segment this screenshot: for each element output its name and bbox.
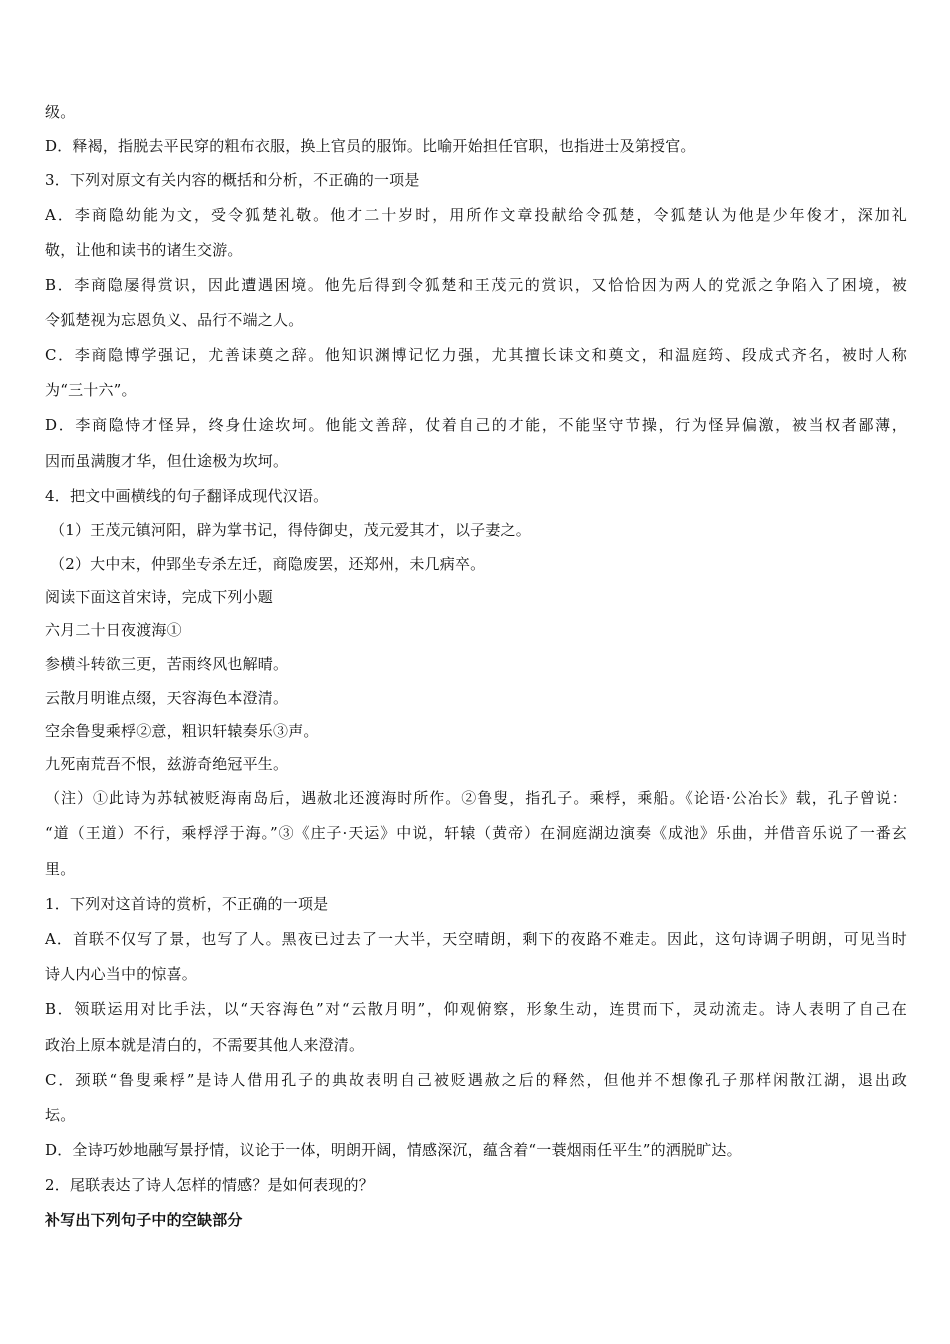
poem-notes-line2: “道（王道）不行，乘桴浮于海。”③《庄子·天运》中说，轩辕（黄帝）在洞庭湖边演奏《成池》乐曲，并借音乐说了一番玄 xyxy=(45,824,907,842)
option-d-shihe: D．释褐，指脱去平民穿的粗布衣服，换上官员的服饰。比喻开始担任官职，也指进士及第授官。 xyxy=(45,137,696,155)
sub-option-c-line2: 坛。 xyxy=(45,1106,76,1124)
question-4: 4．把文中画横线的句子翻译成现代汉语。 xyxy=(45,487,329,505)
sub-option-a-line1: A．首联不仅写了景，也写了人。黑夜已过去了一大半，天空晴朗，剩下的夜路不难走。因此，这句诗调子明朗，可见当时 xyxy=(45,930,907,948)
option-a-line2: 敬，让他和读书的诸生交游。 xyxy=(45,241,243,259)
sub-option-b-line2: 政治上原本就是清白的，不需要其他人来澄清。 xyxy=(45,1036,365,1054)
section-heading: 补写出下列句子中的空缺部分 xyxy=(45,1211,243,1229)
option-c-line1: C．李商隐博学强记，尤善诔奠之辞。他知识渊博记忆力强，尤其擅长诔文和奠文，和温庭筠、段成式齐名，被时人称 xyxy=(45,346,907,364)
poem-notes-line3: 里。 xyxy=(45,860,76,878)
option-a-line1: A．李商隐幼能为文，受令狐楚礼敬。他才二十岁时，用所作文章投献给令孤楚，令狐楚认为他是少年俊才，深加礼 xyxy=(45,206,907,224)
poem-instruction: 阅读下面这首宋诗，完成下列小题 xyxy=(45,588,274,606)
sub-option-b-line1: B．领联运用对比手法，以“天容海色”对“云散月明”，仰观俯察，形象生动，连贯而下，灵动流走。诗人表明了自己在 xyxy=(45,1000,907,1018)
translate-item-1: （1）王茂元镇河阳，辟为掌书记，得侍御史，茂元爱其才，以子妻之。 xyxy=(50,521,531,539)
poem-notes-line1: （注）①此诗为苏轼被贬海南岛后，遇赦北还渡海时所作。②鲁叟，指孔子。乘桴，乘船。《论语·公冶长》载，孔子曾说： xyxy=(45,789,907,807)
translate-item-2: （2）大中末，仲郢坐专杀左迁，商隐废罢，还郑州，未几病卒。 xyxy=(50,555,486,573)
option-d-line2: 因而虽满腹才华，但仕途极为坎坷。 xyxy=(45,452,289,470)
sub-question-2: 2．尾联表达了诗人怎样的情感？是如何表现的？ xyxy=(45,1176,374,1194)
poem-line-4: 九死南荒吾不恨，兹游奇绝冠平生。 xyxy=(45,755,289,773)
poem-line-3: 空余鲁叟乘桴②意，粗识轩辕奏乐③声。 xyxy=(45,722,319,740)
text-line: 级。 xyxy=(45,103,76,121)
sub-question-1: 1．下列对这首诗的赏析，不正确的一项是 xyxy=(45,895,329,913)
poem-line-2: 云散月明谁点缀，天容海色本澄清。 xyxy=(45,689,289,707)
option-b-line1: B．李商隐屡得赏识，因此遭遇困境。他先后得到令狐楚和王茂元的赏识，又恰恰因为两人的党派之争陷入了困境，被 xyxy=(45,276,907,294)
option-b-line2: 令狐楚视为忘恩负义、品行不端之人。 xyxy=(45,311,304,329)
option-c-line2: 为“三十六”。 xyxy=(45,381,137,399)
sub-option-a-line2: 诗人内心当中的惊喜。 xyxy=(45,965,198,983)
sub-option-d: D．全诗巧妙地融写景抒情，议论于一体，明朗开阔，情感深沉，蕴含着“一蓑烟雨任平生”的洒脱旷达。 xyxy=(45,1141,742,1159)
question-3: 3．下列对原文有关内容的概括和分析，不正确的一项是 xyxy=(45,171,420,189)
sub-option-c-line1: C．颈联“鲁叟乘桴”是诗人借用孔子的典故表明自己被贬遇赦之后的释然，但他并不想像孔子那样闲散江湖，退出政 xyxy=(45,1071,907,1089)
option-d-line1: D．李商隐恃才怪异，终身仕途坎坷。他能文善辞，仗着自己的才能，不能坚守节操，行为怪异偏激，被当权者鄙薄， xyxy=(45,416,907,434)
poem-line-1: 参横斗转欲三更，苦雨终风也解晴。 xyxy=(45,655,289,673)
poem-title: 六月二十日夜渡海① xyxy=(45,621,182,639)
